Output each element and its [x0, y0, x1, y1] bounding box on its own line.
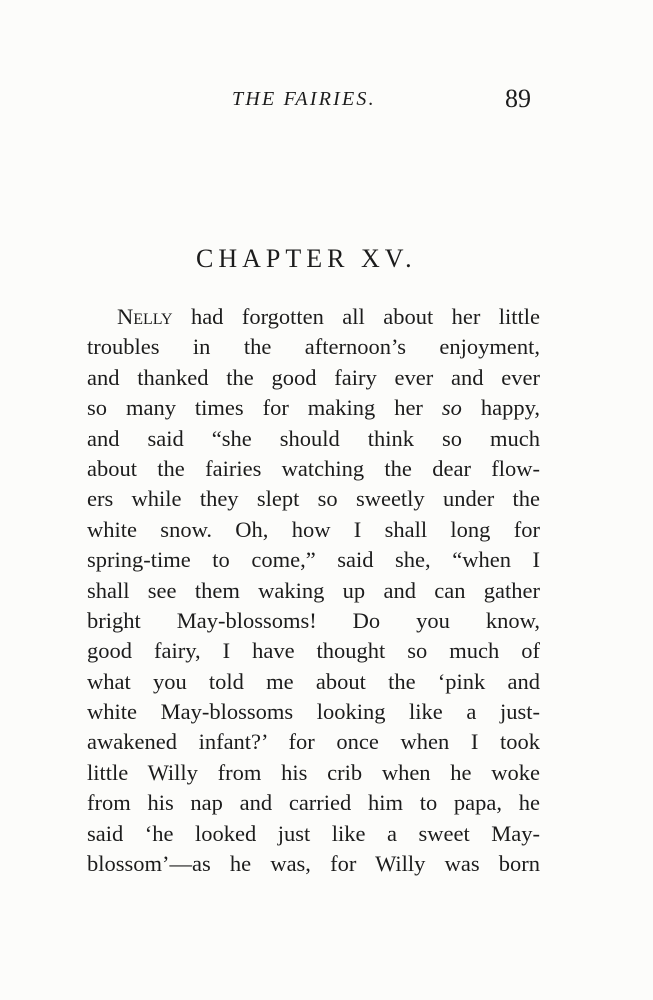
- text-line-4-start: so many times for making her: [87, 395, 442, 421]
- text-line-4: [87, 393, 540, 423]
- chapter-heading: CHAPTER XV.: [196, 244, 417, 273]
- text-line-12: good fairy, I have thought so much of: [87, 638, 540, 664]
- text-line-15: awakened infant?’ for once when I took: [87, 729, 540, 755]
- page-number: 89: [505, 84, 531, 113]
- text-line-17: from his nap and carried him to papa, he: [87, 790, 540, 816]
- text-line-11: bright May-blossoms! Do you know,: [87, 607, 540, 633]
- text-line-9: spring-time to come,” said she, “when I: [87, 547, 540, 573]
- opening-word: Nelly: [117, 304, 173, 329]
- text-line-16: little Willy from his crib when he woke: [87, 759, 540, 785]
- text-line-1: [87, 302, 540, 332]
- text-line-4-end: happy,: [461, 395, 540, 421]
- text-line-8: white snow. Oh, how I shall long for: [87, 516, 540, 542]
- text-line-3: and thanked the good fairy ever and ever: [87, 364, 540, 390]
- text-line-19: blossom’—as he was, for Willy was born: [87, 851, 540, 877]
- text-line-6: about the fairies watching the dear flow-: [87, 455, 540, 481]
- text-line-13: what you told me about the ‘pink and: [87, 668, 540, 694]
- text-line-2: troubles in the afternoon’s enjoyment,: [87, 334, 540, 360]
- text-line-18: said ‘he looked just like a sweet May-: [87, 820, 540, 846]
- chapter-body-paragraph: [87, 302, 540, 879]
- running-title: THE FAIRIES.: [232, 88, 376, 110]
- text-line-1-rest: had forgotten all about her little: [172, 304, 540, 329]
- emphasis-word: so: [441, 395, 462, 421]
- text-line-7: ers while they slept so sweetly under the: [87, 486, 540, 512]
- text-line-14: white May-blossoms looking like a just-: [87, 699, 540, 725]
- text-line-5: and said “she should think so much: [87, 425, 540, 451]
- text-line-10: shall see them waking up and can gather: [87, 577, 540, 603]
